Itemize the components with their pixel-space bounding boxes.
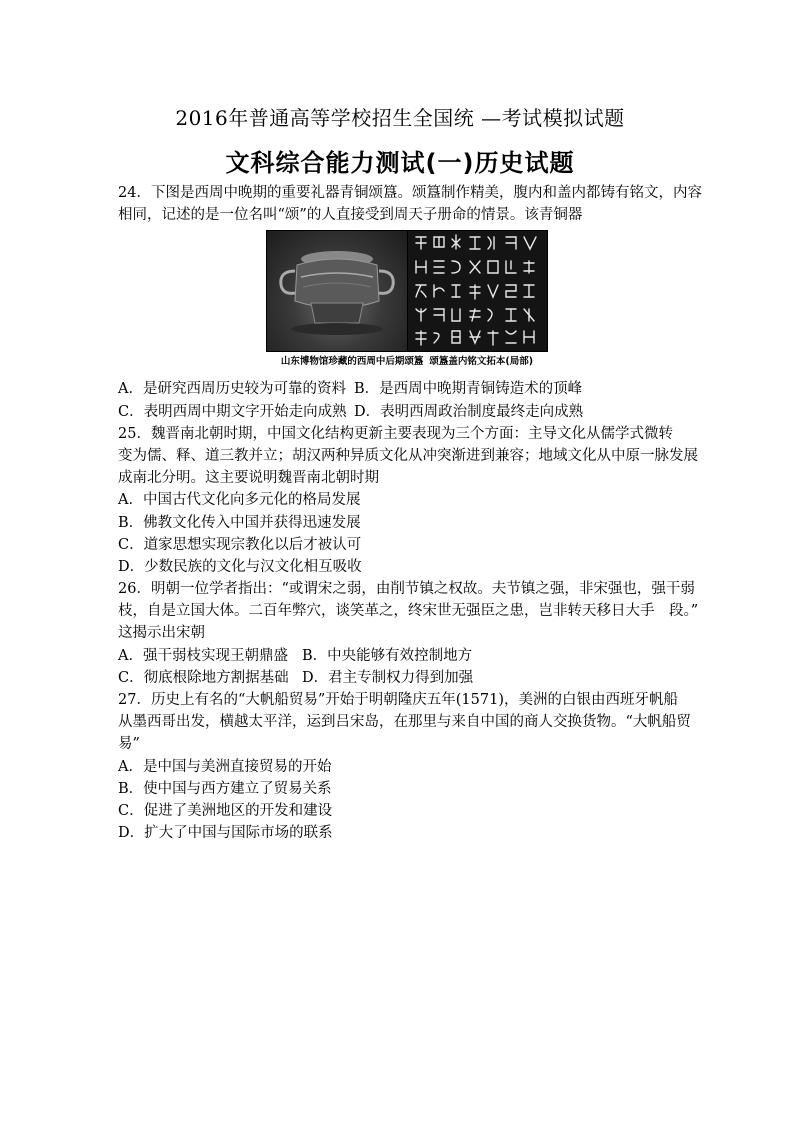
question-stem: 27．历史上有名的“大帆船贸易”开始于明朝隆庆五年(1571)，美洲的白银由西班牙帆船 — [118, 692, 678, 708]
option-row — [118, 401, 690, 423]
glyph — [434, 309, 444, 321]
glyph — [416, 237, 426, 249]
question-stem: 相同，记述的是一位名叫“颂”的人直接受到周天子册命的情景。该青铜器 — [118, 207, 583, 224]
glyph — [416, 331, 426, 345]
glyph — [470, 331, 480, 343]
inscription-glyphs — [408, 231, 547, 351]
glyph — [524, 285, 534, 297]
glyph — [506, 261, 516, 273]
option-b[interactable]: B．中央能够有效控制地方 — [302, 647, 473, 664]
glyph — [488, 261, 498, 273]
glyph — [506, 331, 516, 343]
glyph — [488, 331, 498, 345]
option-b[interactable]: B．使中国与西方建立了贸易关系 — [118, 780, 332, 797]
option-row — [118, 667, 690, 689]
glyph — [524, 261, 534, 273]
option-d[interactable]: D．少数民族的文化与汉文化相互吸收 — [118, 558, 362, 575]
option-c[interactable]: C．道家思想实现宗教化以后才被认可 — [118, 536, 362, 553]
question-stem: 成南北分明。这主要说明魏晋南北朝时期 — [118, 470, 379, 487]
glyph — [452, 309, 460, 321]
glyph — [434, 237, 444, 247]
glyph — [524, 331, 534, 343]
vessel-foot — [311, 303, 363, 323]
question-24 — [118, 182, 702, 423]
glyph — [452, 261, 460, 273]
option-d[interactable]: D．表明西周政治制度最终走向成熟 — [354, 403, 584, 420]
glyph — [488, 237, 494, 249]
glyph — [524, 309, 534, 321]
glyph — [506, 309, 516, 321]
glyph — [506, 237, 516, 249]
question-stem: 从墨西哥出发，横越太平洋，运到吕宋岛，在那里与来自中国的商人交换货物。“大帆船贸 — [118, 714, 691, 731]
glyph — [470, 261, 480, 273]
glyph — [452, 285, 460, 297]
question-stem: 变为儒、释、道三教并立；胡汉两种异质文化从冲突渐进到兼容；地域文化从中原一脉发展 — [118, 447, 698, 464]
option-d[interactable]: D．扩大了中国与国际市场的联系 — [118, 825, 333, 842]
option-a[interactable]: A．是中国与美洲直接贸易的开始 — [118, 758, 332, 775]
option-a[interactable]: A．强干弱枝实现王朝鼎盛 — [118, 647, 288, 664]
glyph — [416, 309, 426, 321]
question-stem: 25．魏晋南北朝时期，中国文化结构更新主要表现为三个方面：主导文化从儒学式微转 — [118, 425, 673, 442]
glyph — [488, 285, 498, 297]
question-stem: 24．下图是西周中晚期的重要礼器青铜颂簋。颂簋制作精美，腹内和盖内都铸有铭文，内容 — [118, 185, 702, 201]
exam-title: 2016年普通高等学校招生全国统 —考试模拟试题 — [175, 106, 625, 130]
question-stem: 26．明朝一位学者指出：“或谓宋之弱，由削节镇之权故。夫节镇之强，非宋强也，强干弱 — [118, 581, 695, 598]
subject-title: 文科综合能力测试(一)历史试题 — [225, 149, 575, 177]
figure-caption-right: 颂簋盖内铭文拓本(局部) — [429, 356, 534, 368]
option-row — [118, 378, 690, 400]
question-body — [118, 182, 702, 844]
option-row — [118, 645, 690, 667]
option-c[interactable]: C．促进了美洲地区的开发和建设 — [118, 802, 333, 819]
inscription-rubbing — [408, 231, 547, 351]
glyph — [416, 285, 426, 297]
glyph — [524, 237, 536, 249]
vessel-shadow — [291, 323, 383, 335]
glyph — [434, 333, 439, 343]
glyph — [506, 285, 516, 297]
figure-frame — [266, 230, 548, 352]
question-stem: 这揭示出宋朝 — [118, 625, 205, 642]
bronze-vessel-photo — [267, 231, 408, 351]
glyph — [452, 331, 460, 343]
glyph — [470, 309, 480, 321]
question-26 — [118, 578, 699, 689]
option-b[interactable]: B．是西周中晚期青铜铸造术的顶峰 — [354, 381, 583, 398]
question-27 — [118, 689, 690, 844]
option-a[interactable]: A．是研究西周历史较为可靠的资料 — [118, 381, 346, 398]
vessel-handle-right — [379, 271, 393, 293]
option-d[interactable]: D．君主专制权力得到加强 — [302, 669, 474, 686]
question-stem: 枝，自是立国大体。二百年弊穴，谈笑革之，终宋世无强臣之患，岂非转天移日大手 段。” — [118, 603, 699, 620]
vessel-handle-left — [281, 271, 295, 293]
option-a[interactable]: A．中国古代文化向多元化的格局发展 — [118, 492, 361, 509]
glyph — [488, 309, 492, 321]
option-c[interactable]: C．表明西周中期文字开始走向成熟 — [118, 403, 347, 420]
option-b[interactable]: B．佛教文化传入中国并获得迅速发展 — [118, 514, 361, 531]
glyph — [434, 261, 444, 273]
figure-caption-left: 山东博物馆珍藏的西周中后期颂簋 — [280, 356, 424, 368]
glyph — [416, 261, 426, 273]
glyph — [434, 285, 444, 297]
bronze-gui-figure — [118, 230, 690, 370]
question-stem: 易” — [118, 736, 140, 753]
glyph — [452, 235, 460, 249]
glyph — [470, 285, 480, 299]
glyph — [470, 237, 480, 249]
question-25 — [118, 423, 698, 578]
bronze-vessel-illustration — [267, 231, 407, 351]
option-c[interactable]: C．彻底根除地方割据基础 — [118, 669, 289, 686]
figure-caption — [266, 351, 548, 373]
